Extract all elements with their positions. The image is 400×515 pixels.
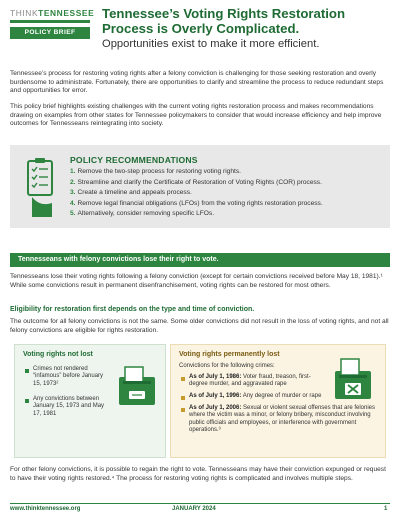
not-lost-bullet-2: Any convictions between January 15, 1973 and May 17, 1981 — [33, 396, 105, 417]
bullet-marker — [181, 396, 185, 400]
recommendations-list — [70, 167, 323, 220]
voting-rights-not-lost-panel — [14, 344, 166, 458]
crossed-ballot-box-icon — [331, 355, 375, 401]
voting-rights-permanently-lost-panel — [170, 344, 386, 458]
recommendation-item: 3. Create a timeline and appeals process. — [70, 189, 192, 197]
outcome-paragraph: The outcome for all felony convictions is not the same. Some older convictions did not result in the loss of voting rights, and not all felony convictions are eligible for rights restoration. — [10, 318, 389, 334]
not-lost-bullet-1: Crimes not rendered “infamous” before January 15, 1973² — [33, 366, 104, 387]
logo-tennessee-text: TENNESSEE — [38, 8, 95, 18]
policy-brief-badge: POLICY BRIEF — [10, 27, 90, 39]
recommendations-title: POLICY RECOMMENDATIONS — [70, 155, 198, 165]
permanently-lost-bullet-2: As of July 1, 1996: Any degree of murder or rape — [189, 393, 322, 399]
bullet-marker — [25, 399, 29, 403]
recommendation-item: 5. Alternatively, consider removing specific LFOs. — [70, 210, 215, 218]
section-heading-bar: Tennesseans with felony convictions lose their right to vote. — [10, 253, 390, 267]
recommendation-item: 2. Streamline and clarify the Certificate of Restoration of Voting Rights (COR) process. — [70, 178, 322, 186]
closing-paragraph: For other felony convictions, it is possible to regain the right to vote. Tennesseans may have their conviction expunged or request to have their voting rights restored.⁴ The process for restoring voting rights is complicated and involves multiple steps. — [10, 466, 386, 482]
recommendation-item: 1. Remove the two-step process for restoring voting rights. — [70, 168, 241, 175]
ballot-box-icon — [115, 363, 159, 407]
footer-page-number: 1 — [384, 506, 388, 512]
panel-right-intro: Convictions for the following crimes: — [179, 363, 275, 369]
permanently-lost-bullet-1: As of July 1, 1986: Voter fraud, treason, first-degree murder, and aggravated rape — [189, 374, 311, 388]
section-paragraph: Tennesseans lose their voting rights following a felony conviction (except for certain convictions received before May 18, 1981).¹ While some convictions result in permanent disenfranchisement, voting rights can be restored for most others. — [10, 273, 383, 289]
checklist-clipboard-icon — [26, 155, 56, 219]
policy-recommendations-box — [10, 145, 390, 228]
eligibility-subheading: Eligibility for restoration first depends on the type and time of conviction. — [10, 306, 255, 313]
panel-left-title: Voting rights not lost — [23, 351, 93, 358]
page-subtitle: Opportunities exist to make it more efficient. — [102, 38, 320, 50]
bullet-marker — [181, 377, 185, 381]
recommendation-item: 4. Remove legal financial obligations (LFOs) from the voting rights restoration process. — [70, 199, 323, 207]
bullet-marker — [25, 369, 29, 373]
footer-date: JANUARY 2024 — [172, 506, 216, 512]
panel-right-title: Voting rights permanently lost — [179, 351, 280, 358]
intro-paragraph-1: Tennessee’s process for restoring voting rights after a felony conviction is challenging for those seeking restoration and overly burdensome to administrate. Fortunately, there are opportunities to clarify and streamline the process to reduce redundant steps and opportunities for error. — [10, 70, 384, 95]
intro-paragraph-2: This policy brief highlights existing challenges with the current voting rights restoration process and makes recommendations drawing on examples from other states for Tennessee policymakers to consider that would increase efficiency and help improve outcomes for Tennesseans reintegrating into society. — [10, 103, 382, 128]
logo-rule — [10, 20, 90, 23]
footer-url-link[interactable]: www.thinktennessee.org — [10, 506, 81, 512]
bullet-marker — [181, 408, 185, 412]
think-tennessee-logo — [10, 8, 94, 39]
logo-think-text: THINK — [10, 8, 39, 18]
page-title: Tennessee’s Voting Rights Restoration Process is Overly Complicated. — [102, 6, 346, 36]
permanently-lost-bullet-3: As of July 1, 2006: Sexual or violent sexual offenses that are felonies where the victim was a minor, or felony bribery, misconduct involving public officials and employees, or interference with government operations.³ — [189, 405, 375, 434]
footer-rule — [10, 503, 390, 504]
